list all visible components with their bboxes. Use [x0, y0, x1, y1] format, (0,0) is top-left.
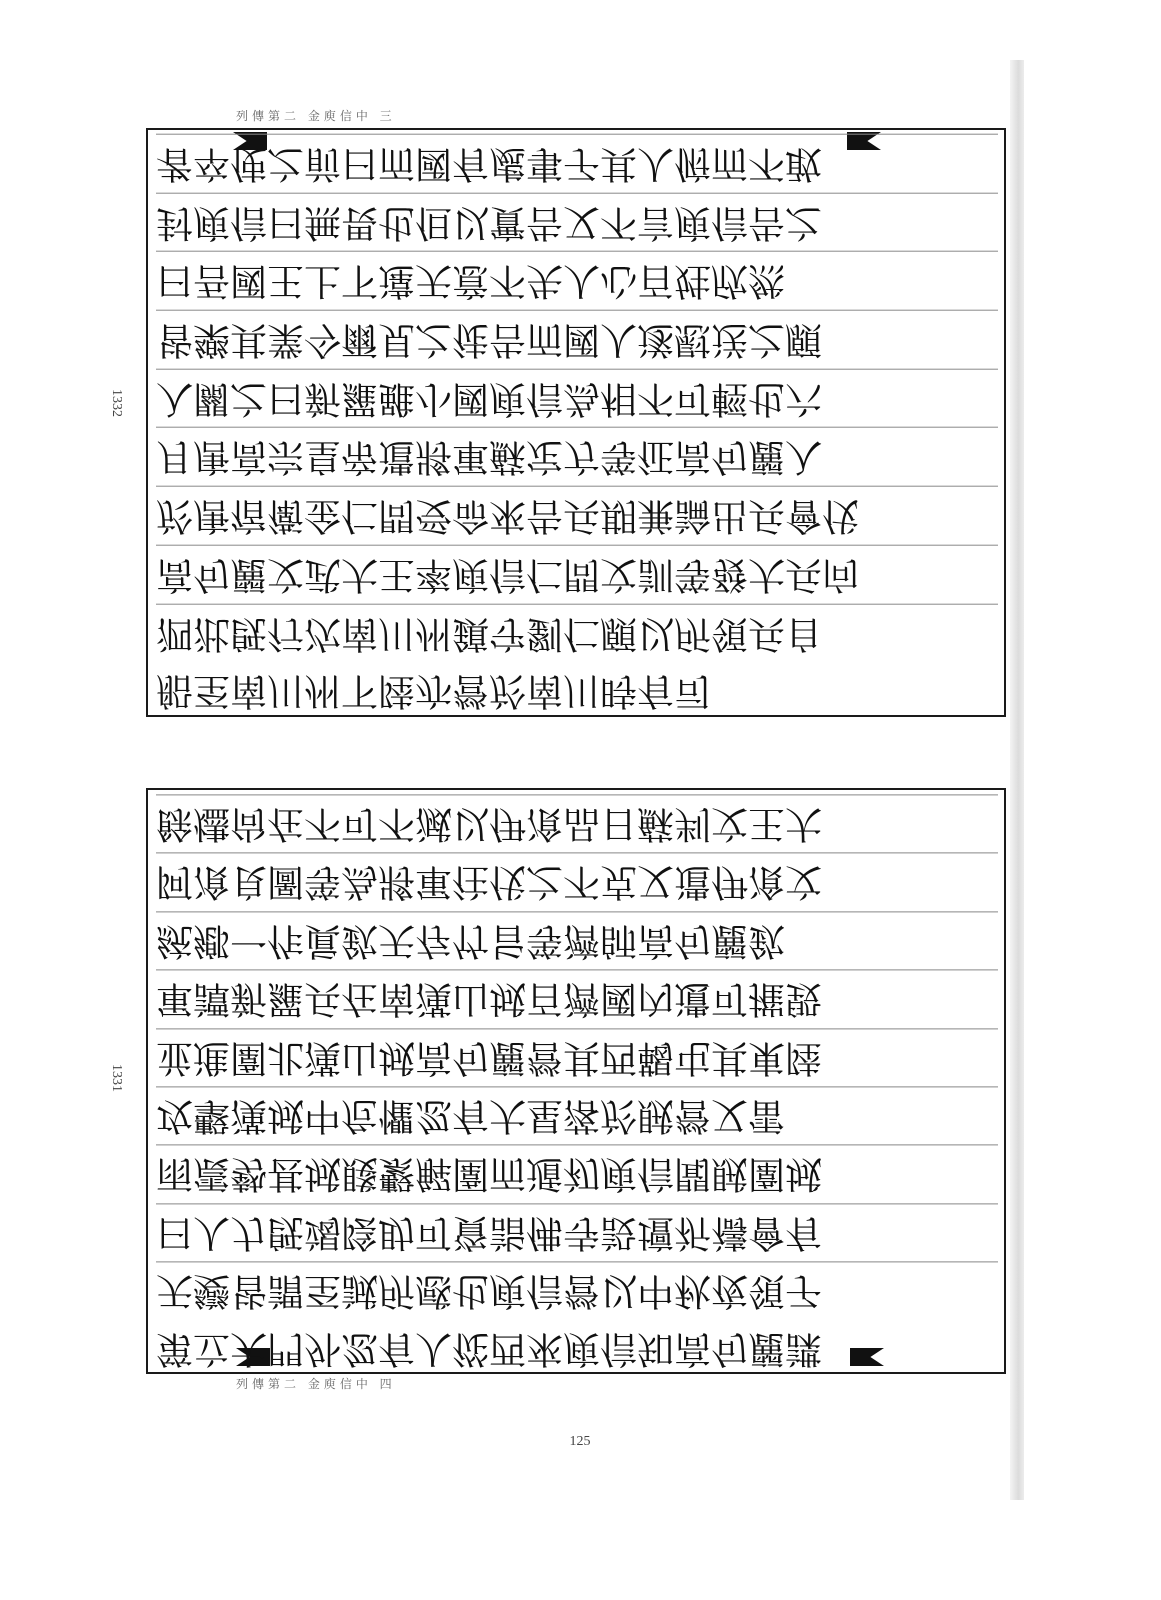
- text-line: 並進圍北漢山城高句麗營其西鞨屯其東陸: [156, 1028, 998, 1086]
- text-line: 泗沘旣行次南川州鎮守劉仁願以所領兵自: [156, 604, 998, 663]
- text-line: 曰人力旣竭陰助可資詣佛寺設壇祈禱會有: [156, 1203, 998, 1261]
- text-block-page-1331: [146, 788, 1006, 1374]
- text-rows: [156, 794, 998, 1368]
- text-line: 餘燼尙在不可不滅以伊飡品日蘇判文王大: [156, 794, 998, 852]
- text-line: 月唐高宗皇帝遣將軍蘇定方等征高句麗入: [156, 427, 998, 486]
- text-line: 入關之曰新羅雖小國庾信為相不可輕也六: [156, 369, 998, 428]
- text-line: 高句麗文武大王率庾信仁問文訓等發大兵向: [156, 545, 998, 604]
- text-line: 第立大門外忽有人從西來庾信知高句麗諜: [156, 1326, 822, 1370]
- text-line: 於唐宿衛金仁問受命來告兵期兼論出兵會伐: [156, 486, 998, 545]
- text-line: 雨震勢甚城賤繫解圍而遁初庾信聞賊圍城: [156, 1144, 998, 1202]
- text-line: 曰吾國王上下違天意不失人心百姓欣然: [156, 251, 998, 310]
- text-rows: [156, 134, 998, 711]
- text-line: 者卒使之前曰而國有處事子其人俯而不敢: [156, 134, 998, 193]
- text-line: 統鄕一作眞欽天存竹旨等濟師高句麗欽: [156, 911, 998, 969]
- text-line: 天變皆謂至誠所感也庾信營以中秋夜領子: [156, 1261, 998, 1319]
- text-line: 船至南川州下陸亦營於南川時有司: [156, 669, 711, 713]
- page-number-lower: 1331: [109, 1064, 124, 1092]
- text-line: 軍譚新羅兵在南漢山城百濟國內遺可摧毀: [156, 969, 998, 1027]
- margin-header-upper: 列傳第二 金庾信中 三: [236, 108, 396, 123]
- text-block-page-1332: [146, 128, 1006, 717]
- page-number-bottom: 125: [569, 1434, 591, 1449]
- page-number-upper: 1332: [109, 389, 124, 417]
- text-line: 阿飡良圖等為將軍往伐之不克又遣伊飡文: [156, 852, 998, 910]
- text-line: 封庾信曰無畏也但以實告又不言庾信告之: [156, 193, 998, 252]
- page-edge-shadow: [1010, 60, 1024, 1500]
- text-line: 攻擊漢城中危懼忽有大星落於賊營又雷: [156, 1086, 998, 1144]
- text-line: 皆樂其業今爾見之徒告而國人遂慰送之願: [156, 310, 998, 369]
- margin-header-lower: 列傳第二 金庾信中 四: [236, 1376, 396, 1391]
